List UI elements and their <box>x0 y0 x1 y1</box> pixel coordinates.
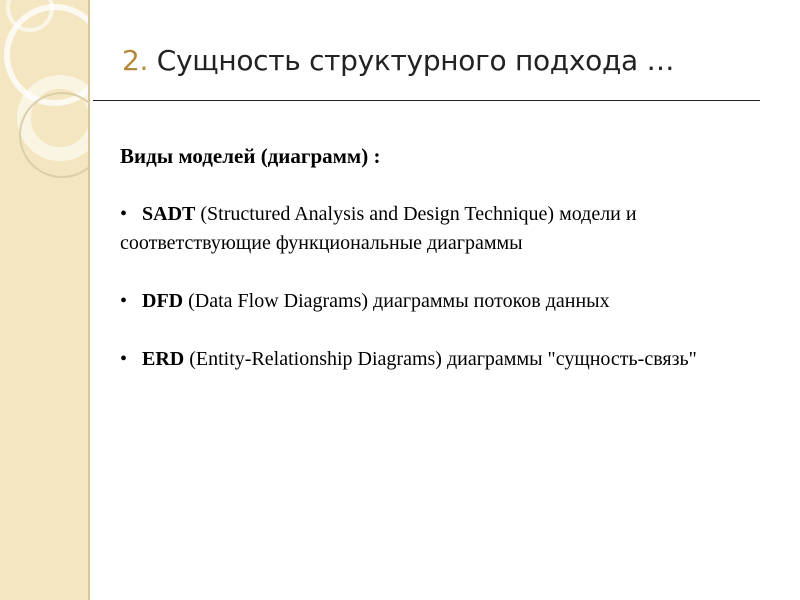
item-text: (Structured Analysis and Design Technique) модели и соответствующие функциональные диаграммы <box>120 203 637 254</box>
bullet-icon: • <box>120 290 128 312</box>
circles-decoration <box>0 0 88 600</box>
bullet-icon: • <box>120 203 128 225</box>
item-text: (Entity-Relationship Diagrams) диаграммы "сущность-связь" <box>189 348 697 370</box>
title-text: Сущность структурного подхода … <box>156 44 675 77</box>
item-abbr: DFD <box>142 290 184 312</box>
list-item-sadt <box>120 200 720 258</box>
page-title <box>122 44 674 77</box>
item-text: (Data Flow Diagrams) диаграммы потоков данных <box>188 290 610 312</box>
title-divider <box>93 100 760 101</box>
title-number: 2. <box>122 44 149 77</box>
list-item-erd <box>120 345 720 374</box>
item-abbr: ERD <box>142 348 185 370</box>
decorative-sidebar <box>0 0 90 600</box>
slide-content <box>120 142 720 403</box>
list-item-dfd <box>120 287 720 316</box>
item-abbr: SADT <box>142 203 196 225</box>
bullet-icon: • <box>120 348 128 370</box>
subtitle: Виды моделей (диаграмм) : <box>120 144 381 168</box>
